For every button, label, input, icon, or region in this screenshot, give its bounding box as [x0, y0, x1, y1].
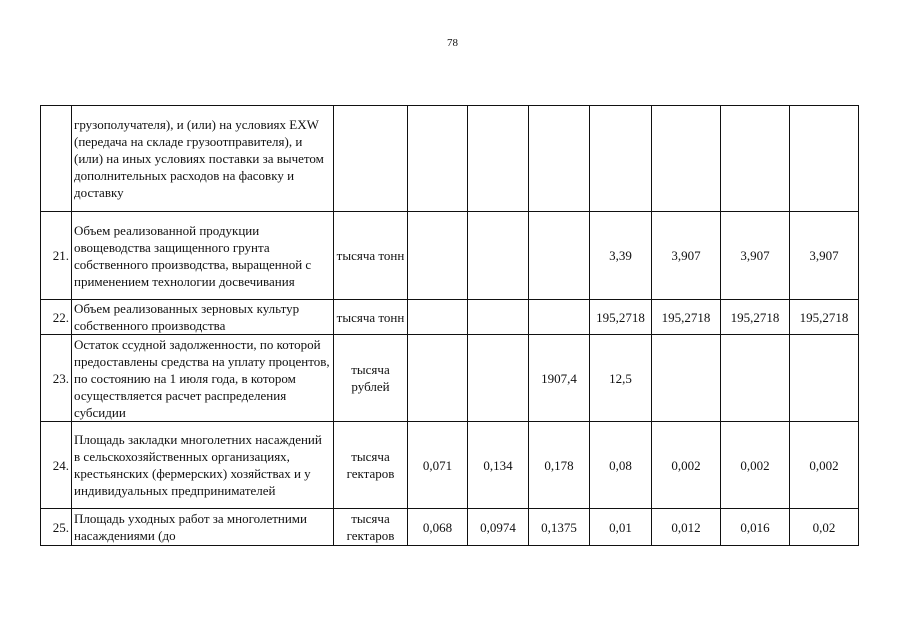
- value-cell: [790, 106, 859, 212]
- row-number: 22.: [41, 300, 72, 335]
- value-cell: 0,071: [408, 422, 468, 509]
- indicator-name: Объем реализованной продукции овощеводства защищенного грунта собственного производства, выращенной с применением технологии досвечивания: [72, 212, 334, 300]
- value-cell: [652, 335, 721, 422]
- value-cell: 0,002: [721, 422, 790, 509]
- value-cell: 195,2718: [652, 300, 721, 335]
- value-cell: [721, 335, 790, 422]
- value-cell: 12,5: [590, 335, 652, 422]
- page-number: 78: [447, 37, 458, 49]
- value-cell: 3,907: [652, 212, 721, 300]
- value-cell: [721, 106, 790, 212]
- table-row: [41, 422, 859, 509]
- table-row: [41, 300, 859, 335]
- table-row: [41, 106, 859, 212]
- value-cell: 0,134: [468, 422, 529, 509]
- value-cell: 0,08: [590, 422, 652, 509]
- value-cell: 0,016: [721, 509, 790, 546]
- value-cell: [408, 106, 468, 212]
- value-cell: [408, 212, 468, 300]
- indicator-name: Объем реализованных зерновых культур собственного производства: [72, 300, 334, 335]
- value-cell: [529, 212, 590, 300]
- value-cell: 0,002: [652, 422, 721, 509]
- unit-of-measure: тысяча гектаров: [334, 509, 408, 546]
- value-cell: 0,01: [590, 509, 652, 546]
- indicator-name: Остаток ссудной задолженности, по которой предоставлены средства на уплату процентов, по состоянию на 1 июля года, в котором осуществляется расчет распределения субсидии: [72, 335, 334, 422]
- row-number: 24.: [41, 422, 72, 509]
- value-cell: 0,178: [529, 422, 590, 509]
- value-cell: [468, 212, 529, 300]
- row-number: [41, 106, 72, 212]
- unit-of-measure: тысяча рублей: [334, 335, 408, 422]
- unit-of-measure: тысяча тонн: [334, 212, 408, 300]
- value-cell: 0,02: [790, 509, 859, 546]
- value-cell: [529, 300, 590, 335]
- row-number: 23.: [41, 335, 72, 422]
- value-cell: [408, 300, 468, 335]
- value-cell: 1907,4: [529, 335, 590, 422]
- row-number: 21.: [41, 212, 72, 300]
- indicators-table: [40, 105, 859, 546]
- indicator-name: грузополучателя), и (или) на условиях EXW (передача на складе грузоотправителя), и (или) на иных условиях поставки за вычетом дополнительных расходов на фасовку и доставку: [72, 106, 334, 212]
- value-cell: 0,0974: [468, 509, 529, 546]
- value-cell: 0,012: [652, 509, 721, 546]
- value-cell: [468, 106, 529, 212]
- unit-of-measure: тысяча гектаров: [334, 422, 408, 509]
- value-cell: 195,2718: [721, 300, 790, 335]
- value-cell: [408, 335, 468, 422]
- indicator-name: Площадь закладки многолетних насаждений в сельскохозяйственных организациях, крестьянских (фермерских) хозяйствах и у индивидуальных предпринимателей: [72, 422, 334, 509]
- unit-of-measure: [334, 106, 408, 212]
- value-cell: 0,002: [790, 422, 859, 509]
- value-cell: [590, 106, 652, 212]
- row-number: 25.: [41, 509, 72, 546]
- value-cell: 3,39: [590, 212, 652, 300]
- table-row: [41, 335, 859, 422]
- value-cell: 0,068: [408, 509, 468, 546]
- value-cell: [468, 300, 529, 335]
- value-cell: [790, 335, 859, 422]
- value-cell: 0,1375: [529, 509, 590, 546]
- value-cell: [529, 106, 590, 212]
- indicator-name: Площадь уходных работ за многолетними насаждениями (до: [72, 509, 334, 546]
- value-cell: 3,907: [721, 212, 790, 300]
- table-row: [41, 212, 859, 300]
- table-row: [41, 509, 859, 546]
- value-cell: 3,907: [790, 212, 859, 300]
- value-cell: [652, 106, 721, 212]
- unit-of-measure: тысяча тонн: [334, 300, 408, 335]
- value-cell: [468, 335, 529, 422]
- value-cell: 195,2718: [790, 300, 859, 335]
- value-cell: 195,2718: [590, 300, 652, 335]
